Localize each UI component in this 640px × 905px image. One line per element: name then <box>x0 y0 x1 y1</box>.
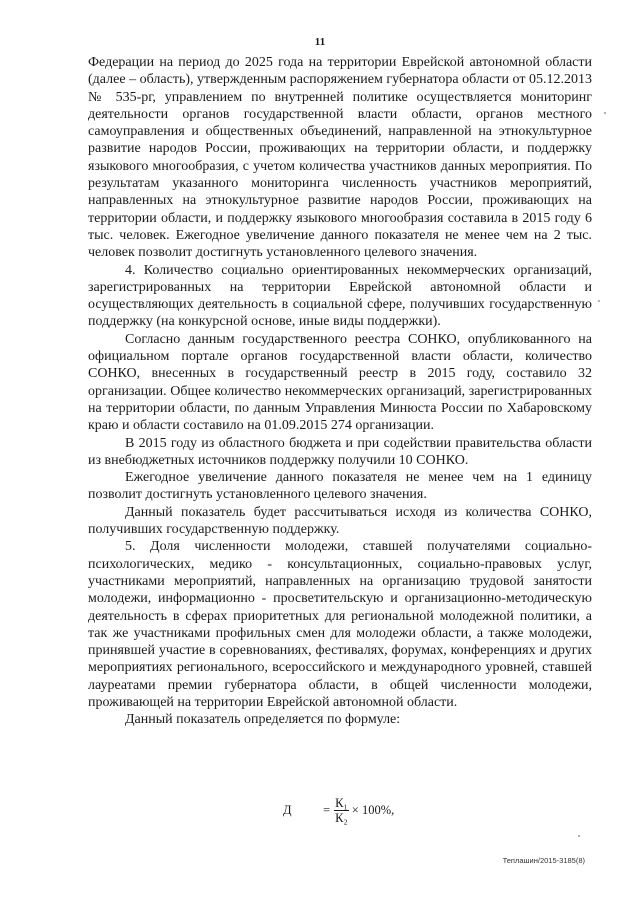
formula-equals: = <box>323 803 331 817</box>
paragraph-continuation: Федерации на период до 2025 года на территории Еврейской автономной области (далее – область), утвержденным распоряжением губернатора области от 05.12.2013 № 535-рг, управлением по внутренней политике осуществляется мониторинг деятельности органов государственной власти области, органов местного самоуправления и общественных объединений, направленной на этнокультурное развитие народов России, проживающих на территории области, и поддержку языкового многообразия, с учетом количества участников данных мероприятия. По результатам указанного мониторинга численность участников мероприятий, направленных на этнокультурное развитие народов России, проживающих на территории области, и поддержку языкового многообразия составила в 2015 году 6 тыс. человек. Ежегодное увеличение данного показателя не менее чем на 2 тыс. человек позволит достигнуть установленного целевого значения. <box>88 55 592 261</box>
paragraph-formula-intro: Данный показатель определяется по формуле: <box>125 712 401 728</box>
paragraph-item-5: 5. Доля численности молодежи, ставшей получателями социально-психологических, медико - консультационных, социально-правовых услуг, участниками мероприятий, направленных на организацию трудовой занятости молодежи, информационно - просветительскую и организационно-методическую деятельность в сферах приоритетных для региональной молодежной политики, а так же участниками профильных смен для молодежи области, а также молодежи, принявшей участие в соревнованиях, фестивалях, форумах, конференциях и других мероприятиях регионального, всероссийского и международного уровней, ставшей лауреатами премии губернатора области, в общей численности молодежи, проживающей на территории Еврейской автономной области. <box>88 539 592 710</box>
document-body <box>88 54 592 729</box>
paragraph-annual-increase: Ежегодное увеличение данного показателя не менее чем на 1 единицу позволит достигнуть установленного целевого значения. <box>88 470 592 503</box>
formula-numerator: К₁ <box>335 796 348 810</box>
paragraph-sonko-support: В 2015 году из областного бюджета и при содействии правительства области из внебюджетных источников поддержку получили 10 СОНКО. <box>88 435 592 468</box>
page-number: 11 <box>314 36 326 48</box>
formula-suffix: × 100%, <box>351 803 395 817</box>
formula <box>283 796 394 825</box>
footer-reference: Теплашин/2015-3185(8) <box>502 856 585 865</box>
scan-speck <box>604 112 606 114</box>
scan-speck <box>598 300 600 302</box>
paragraph-item-4: 4. Количество социально ориентированных некоммерческих организаций, зарегистрированных на территории Еврейской автономной области и осуществляющих деятельность в социальной сфере, получивших государственную поддержку (на конкурсной основе, иные виды поддержки). <box>88 262 592 330</box>
formula-denominator: К₂ <box>335 811 348 825</box>
formula-fraction <box>334 796 349 825</box>
paragraph-indicator-calc: Данный показатель будет рассчитываться исходя из количества СОНКО, получивших государственную поддержку. <box>88 504 592 538</box>
formula-lhs: Д <box>283 803 292 817</box>
paragraph-sonko-registry: Согласно данным государственного реестра СОНКО, опубликованного на официальном портале органов государственной власти области, количество СОНКО, внесенных в государственный реестр в 2015 году, составило 32 организации. Общее количество некоммерческих организаций, зарегистрированных на территории области, по данным Управления Минюста России по Хабаровскому краю и области составило на 01.09.2015 274 организации. <box>88 331 592 434</box>
scan-speck <box>578 835 580 837</box>
